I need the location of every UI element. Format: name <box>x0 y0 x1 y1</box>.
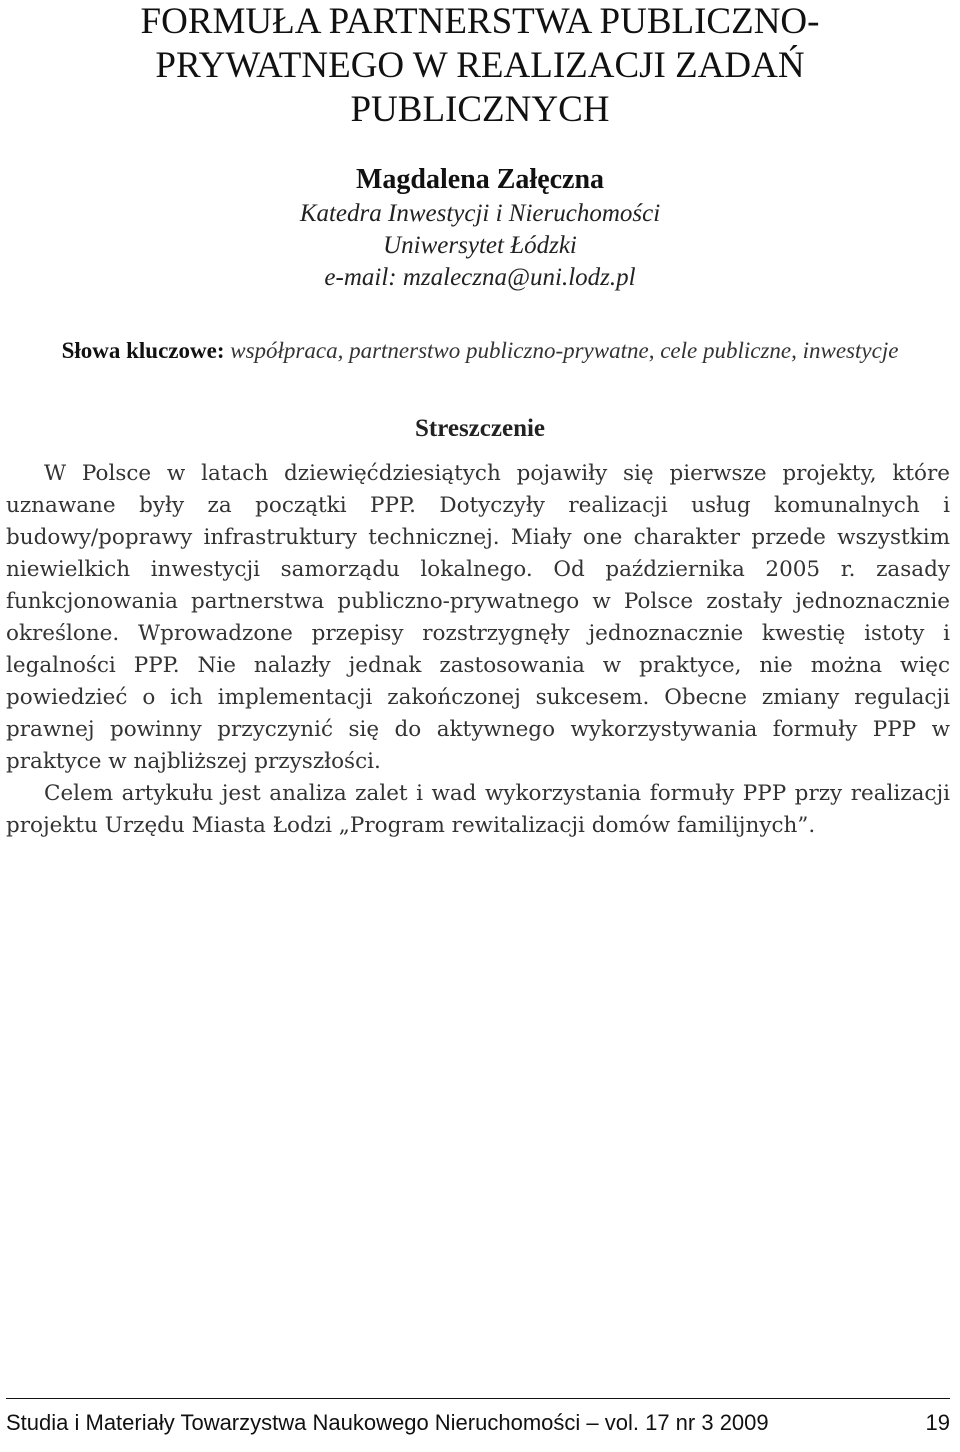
author-email: e-mail: mzaleczna@uni.lodz.pl <box>324 264 636 291</box>
keywords-text: współpraca, partnerstwo publiczno-prywatne, cele publiczne, inwestycje <box>224 338 899 363</box>
author-university: Uniwersytet Łódzki <box>383 232 577 259</box>
page-footer <box>6 1408 950 1438</box>
title-line-2: PRYWATNEGO W REALIZACJI ZADAŃ <box>155 45 805 86</box>
author-block <box>0 162 960 294</box>
author-name: Magdalena Załęczna <box>355 164 605 195</box>
title-line-3: PUBLICZNYCH <box>350 89 610 130</box>
abstract-body <box>6 458 950 842</box>
abstract-heading: Streszczenie <box>414 415 546 442</box>
title-line-1: FORMUŁA PARTNERSTWA PUBLICZNO- <box>140 1 820 42</box>
author-department: Katedra Inwestycji i Nieruchomości <box>299 200 661 227</box>
keywords-label: Słowa kluczowe: <box>61 338 225 363</box>
footer-page-number: 19 <box>925 1410 950 1435</box>
abstract-paragraph-2: Celem artykułu jest analiza zalet i wad wykorzystania formuły PPP przy realizacji projektu Urzędu Miasta Łodzi „Program rewitalizacji domów familijnych”. <box>6 781 950 838</box>
paper-title <box>20 0 940 132</box>
keywords <box>40 334 920 368</box>
abstract-paragraph-1: W Polsce w latach dziewięćdziesiątych pojawiły się pierwsze projekty, które uznawane były za początki PPP. Dotyczyły realizacji usług komunalnych i budowy/poprawy infrastruktury technicznej. Miały one charakter przede wszystkim niewielkich inwestycji samorządu lokalnego. Od października 2005 r. zasady funkcjonowania partnerstwa publiczno-prywatnego w Polsce zostały jednoznacznie określone. Wprowadzone przepisy rozstrzygnęły jednoznacznie kwestię istoty i legalności PPP. Nie nalazły jednak zastosowania w praktyce, nie można więc powiedzieć o ich implementacji zakończonej sukcesem. Obecne zmiany regulacji prawnej powinny przyczynić się do aktywnego wykorzystywania formuły PPP w praktyce w najbliższej przyszłości. <box>6 461 950 774</box>
footer-journal: Studia i Materiały Towarzystwa Naukowego Nieruchomości – vol. 17 nr 3 2009 <box>6 1410 769 1435</box>
footer-divider <box>6 1398 950 1399</box>
